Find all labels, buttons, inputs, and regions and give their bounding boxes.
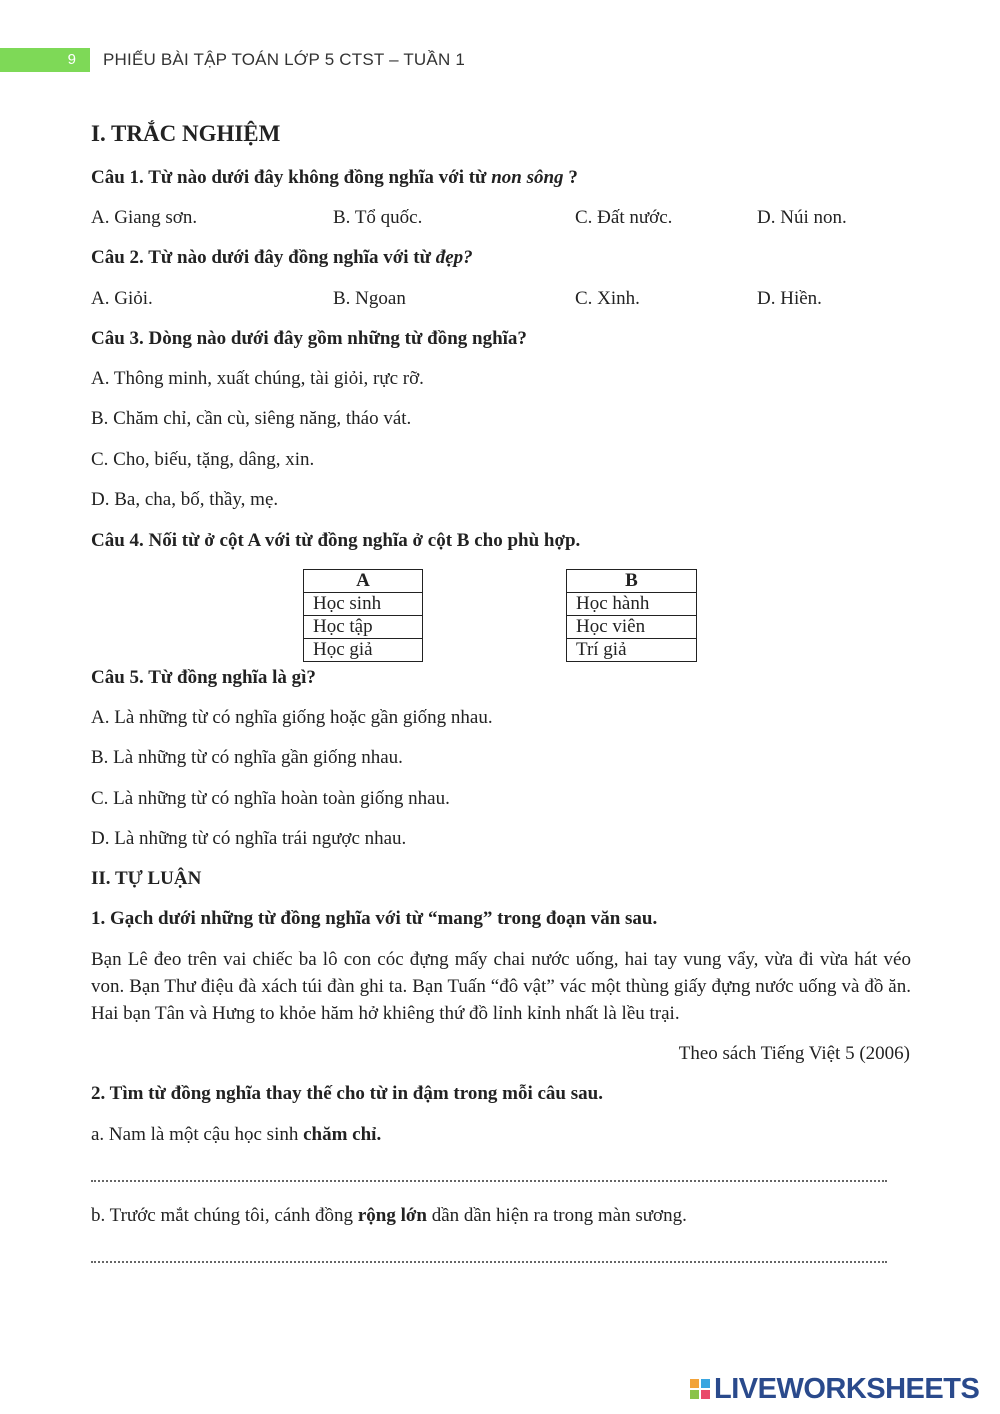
question-1 bbox=[91, 167, 578, 189]
question-2a-bold-word: chăm chỉ. bbox=[303, 1124, 382, 1145]
logo-square-icon bbox=[690, 1390, 699, 1399]
question-3-option-c: C. Cho, biếu, tặng, dâng, xin. bbox=[91, 449, 315, 470]
essay-question-1: 1. Gạch dưới những từ đồng nghĩa với từ “mang” trong đoạn văn sau. bbox=[91, 908, 658, 929]
matching-column-a bbox=[303, 569, 423, 662]
question-2-option-c: C. Xinh. bbox=[575, 288, 640, 309]
column-a-header: A bbox=[304, 570, 423, 593]
question-2 bbox=[91, 247, 473, 269]
essay-question-2a bbox=[91, 1124, 381, 1146]
column-a-item[interactable]: Học sinh bbox=[304, 593, 423, 616]
question-5: Câu 5. Từ đồng nghĩa là gì? bbox=[91, 667, 316, 688]
logo-square-icon bbox=[701, 1390, 710, 1399]
question-1-italic: non sông bbox=[491, 167, 564, 188]
question-2-option-d: D. Hiền. bbox=[757, 288, 822, 309]
question-5-option-b: B. Là những từ có nghĩa gần giống nhau. bbox=[91, 747, 403, 768]
column-b-item[interactable]: Học hành bbox=[567, 593, 697, 616]
question-5-option-c: C. Là những từ có nghĩa hoàn toàn giống nhau. bbox=[91, 788, 450, 809]
question-5-option-a: A. Là những từ có nghĩa giống hoặc gần giống nhau. bbox=[91, 707, 493, 728]
question-2a-prefix: a. Nam là một cậu học sinh bbox=[91, 1124, 304, 1145]
question-2-option-b: B. Ngoan bbox=[333, 288, 406, 309]
question-4: Câu 4. Nối từ ở cột A với từ đồng nghĩa ở cột B cho phù hợp. bbox=[91, 530, 581, 551]
column-b-item[interactable]: Trí giả bbox=[567, 639, 697, 662]
question-1-option-c: C. Đất nước. bbox=[575, 207, 673, 228]
section-title-essay: II. TỰ LUẬN bbox=[91, 868, 202, 889]
essay-question-2: 2. Tìm từ đồng nghĩa thay thế cho từ in đậm trong mỗi câu sau. bbox=[91, 1083, 603, 1104]
question-3-option-b: B. Chăm chỉ, cần cù, siêng năng, tháo vát. bbox=[91, 408, 412, 429]
question-3: Câu 3. Dòng nào dưới đây gồm những từ đồng nghĩa? bbox=[91, 328, 527, 349]
column-a-item[interactable]: Học giả bbox=[304, 639, 423, 662]
logo-square-icon bbox=[701, 1379, 710, 1388]
logo-text: LIVEWORKSHEETS bbox=[714, 1372, 980, 1405]
question-2-option-a: A. Giỏi. bbox=[91, 288, 153, 309]
question-1-suffix: ? bbox=[563, 167, 578, 188]
reading-passage: Bạn Lê đeo trên vai chiếc ba lô con cóc đựng mấy chai nước uống, hai tay vung vẩy, vừa đi vừa hát véo von. Bạn Thư điệu đà xách túi đàn ghi ta. Bạn Tuấn “đô vật” vác một thùng giấy đựng nước uống và đồ ăn. Hai bạn Tân và Hưng to khỏe hăm hở khiêng thứ đồ lỉnh kỉnh nhất là lều trại. bbox=[91, 949, 911, 1024]
question-2-prefix: Câu 2. Từ nào dưới đây đồng nghĩa với từ bbox=[91, 247, 436, 268]
section-title-multiple-choice: I. TRẮC NGHIỆM bbox=[91, 121, 281, 146]
essay-question-2b bbox=[91, 1205, 687, 1227]
matching-column-b bbox=[566, 569, 697, 662]
logo-grid-icon bbox=[690, 1379, 710, 1399]
question-2-italic: đẹp? bbox=[435, 247, 473, 268]
question-5-option-d: D. Là những từ có nghĩa trái ngược nhau. bbox=[91, 828, 407, 849]
logo-square-icon bbox=[690, 1379, 699, 1388]
question-3-option-a: A. Thông minh, xuất chúng, tài giỏi, rực rỡ. bbox=[91, 368, 424, 389]
question-1-prefix: Câu 1. Từ nào dưới đây không đồng nghĩa với từ bbox=[91, 167, 492, 188]
liveworksheets-logo[interactable] bbox=[690, 1372, 979, 1406]
answer-line-2b[interactable] bbox=[91, 1261, 887, 1263]
passage-source: Theo sách Tiếng Việt 5 (2006) bbox=[678, 1043, 910, 1064]
document-title: PHIẾU BÀI TẬP TOÁN LỚP 5 CTST – TUẦN 1 bbox=[103, 50, 465, 69]
column-a-item[interactable]: Học tập bbox=[304, 616, 423, 639]
question-1-option-b: B. Tổ quốc. bbox=[333, 207, 423, 228]
column-b-item[interactable]: Học viên bbox=[567, 616, 697, 639]
question-1-option-a: A. Giang sơn. bbox=[91, 207, 198, 228]
question-2b-bold-word: rộng lớn bbox=[357, 1205, 427, 1226]
answer-line-2a[interactable] bbox=[91, 1180, 887, 1182]
column-b-header: B bbox=[567, 570, 697, 593]
question-2b-suffix: dần dần hiện ra trong màn sương. bbox=[426, 1205, 687, 1226]
question-2b-prefix: b. Trước mắt chúng tôi, cánh đồng bbox=[91, 1205, 358, 1226]
question-1-option-d: D. Núi non. bbox=[757, 207, 847, 228]
page-header bbox=[0, 48, 1000, 72]
page-number: 9 bbox=[0, 48, 90, 72]
question-3-option-d: D. Ba, cha, bố, thầy, mẹ. bbox=[91, 489, 279, 510]
